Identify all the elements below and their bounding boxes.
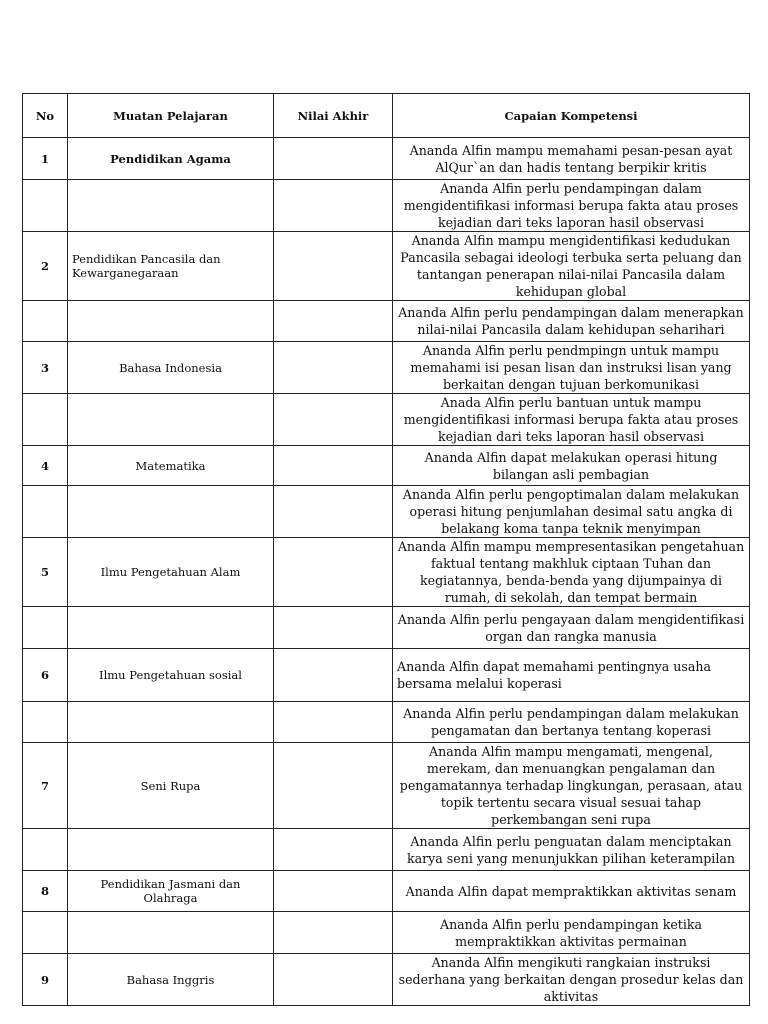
row-number: 6 bbox=[23, 649, 68, 702]
row-number: 3 bbox=[23, 342, 68, 394]
final-score bbox=[274, 138, 393, 180]
row-number bbox=[23, 486, 68, 538]
table-row bbox=[23, 138, 750, 180]
table-row bbox=[23, 912, 750, 954]
row-number: 7 bbox=[23, 743, 68, 829]
table-row bbox=[23, 446, 750, 486]
final-score bbox=[274, 912, 393, 954]
subject-name bbox=[68, 702, 274, 743]
subject-name: Pendidikan Jasmani dan Olahraga bbox=[68, 871, 274, 912]
competency-text: Ananda Alfin dapat melakukan operasi hitung bilangan asli pembagian bbox=[393, 446, 750, 486]
final-score bbox=[274, 342, 393, 394]
subject-name bbox=[68, 180, 274, 232]
header-competency: Capaian Kompetensi bbox=[393, 94, 750, 138]
subject-name: Ilmu Pengetahuan sosial bbox=[68, 649, 274, 702]
table-row bbox=[23, 180, 750, 232]
table-row bbox=[23, 607, 750, 649]
subject-name: Ilmu Pengetahuan Alam bbox=[68, 538, 274, 607]
competency-text: Ananda Alfin dapat memahami pentingnya usaha bersama melalui koperasi bbox=[393, 649, 750, 702]
competency-table bbox=[22, 93, 750, 1006]
competency-text: Ananda Alfin mampu memahami pesan-pesan ayat AlQur`an dan hadis tentang berpikir kritis bbox=[393, 138, 750, 180]
subject-name bbox=[68, 486, 274, 538]
final-score bbox=[274, 180, 393, 232]
table-row bbox=[23, 743, 750, 829]
final-score bbox=[274, 301, 393, 342]
final-score bbox=[274, 394, 393, 446]
final-score bbox=[274, 702, 393, 743]
subject-name: Matematika bbox=[68, 446, 274, 486]
table-row bbox=[23, 871, 750, 912]
final-score bbox=[274, 446, 393, 486]
table-row bbox=[23, 301, 750, 342]
competency-text: Ananda Alfin perlu pendampingan dalam melakukan pengamatan dan bertanya tentang koperasi bbox=[393, 702, 750, 743]
table-row bbox=[23, 232, 750, 301]
competency-text: Ananda Alfin perlu pendampingan ketika mempraktikkan aktivitas permainan bbox=[393, 912, 750, 954]
row-number: 1 bbox=[23, 138, 68, 180]
header-no: No bbox=[23, 94, 68, 138]
table-row bbox=[23, 538, 750, 607]
final-score bbox=[274, 486, 393, 538]
competency-text: Ananda Alfin perlu pendampingan dalam menerapkan nilai-nilai Pancasila dalam kehidupan seharihari bbox=[393, 301, 750, 342]
table-header-row bbox=[23, 94, 750, 138]
competency-text: Ananda Alfin perlu pengoptimalan dalam melakukan operasi hitung penjumlahan desimal satu angka di belakang koma tanpa teknik menyimpan bbox=[393, 486, 750, 538]
competency-text: Ananda Alfin mengikuti rangkaian instruksi sederhana yang berkaitan dengan prosedur kelas dan aktivitas bbox=[393, 954, 750, 1006]
subject-name: Seni Rupa bbox=[68, 743, 274, 829]
final-score bbox=[274, 829, 393, 871]
final-score bbox=[274, 871, 393, 912]
competency-text: Ananda Alfin mampu mempresentasikan pengetahuan faktual tentang makhluk ciptaan Tuhan dan kegiatannya, benda-benda yang dijumpainya di rumah, di sekolah, dan tempat bermain bbox=[393, 538, 750, 607]
row-number bbox=[23, 607, 68, 649]
row-number bbox=[23, 180, 68, 232]
row-number: 8 bbox=[23, 871, 68, 912]
subject-name bbox=[68, 912, 274, 954]
competency-text: Ananda Alfin perlu pendmpingn untuk mampu memahami isi pesan lisan dan instruksi lisan yang berkaitan dengan tujuan berkomunikasi bbox=[393, 342, 750, 394]
subject-name: Bahasa Indonesia bbox=[68, 342, 274, 394]
row-number: 4 bbox=[23, 446, 68, 486]
header-subject: Muatan Pelajaran bbox=[68, 94, 274, 138]
row-number: 5 bbox=[23, 538, 68, 607]
subject-name: Bahasa Inggris bbox=[68, 954, 274, 1006]
final-score bbox=[274, 954, 393, 1006]
row-number bbox=[23, 829, 68, 871]
subject-name: Pendidikan Pancasila dan Kewarganegaraan bbox=[68, 232, 274, 301]
row-number bbox=[23, 394, 68, 446]
table-row bbox=[23, 954, 750, 1006]
subject-name bbox=[68, 301, 274, 342]
competency-text: Ananda Alfin dapat mempraktikkan aktivitas senam bbox=[393, 871, 750, 912]
final-score bbox=[274, 607, 393, 649]
competency-text: Ananda Alfin perlu pengayaan dalam mengidentifikasi organ dan rangka manusia bbox=[393, 607, 750, 649]
competency-text: Ananda Alfin mampu mengidentifikasi kedudukan Pancasila sebagai ideologi terbuka serta peluang dan tantangan penerapan nilai-nilai Pancasila dalam kehidupan global bbox=[393, 232, 750, 301]
table-row bbox=[23, 649, 750, 702]
final-score bbox=[274, 743, 393, 829]
subject-name: Pendidikan Agama bbox=[68, 138, 274, 180]
table-row bbox=[23, 486, 750, 538]
table-row bbox=[23, 342, 750, 394]
table-row bbox=[23, 829, 750, 871]
competency-text: Anada Alfin perlu bantuan untuk mampu mengidentifikasi informasi berupa fakta atau proses kejadian dari teks laporan hasil observasi bbox=[393, 394, 750, 446]
competency-text: Ananda Alfin perlu penguatan dalam menciptakan karya seni yang menunjukkan pilihan keterampilan bbox=[393, 829, 750, 871]
competency-text: Ananda Alfin perlu pendampingan dalam mengidentifikasi informasi berupa fakta atau proses kejadian dari teks laporan hasil observasi bbox=[393, 180, 750, 232]
final-score bbox=[274, 232, 393, 301]
table-row bbox=[23, 702, 750, 743]
subject-name bbox=[68, 829, 274, 871]
final-score bbox=[274, 649, 393, 702]
row-number: 2 bbox=[23, 232, 68, 301]
subject-name bbox=[68, 607, 274, 649]
row-number bbox=[23, 301, 68, 342]
row-number: 9 bbox=[23, 954, 68, 1006]
subject-name bbox=[68, 394, 274, 446]
row-number bbox=[23, 702, 68, 743]
table-row bbox=[23, 394, 750, 446]
header-score: Nilai Akhir bbox=[274, 94, 393, 138]
final-score bbox=[274, 538, 393, 607]
competency-text: Ananda Alfin mampu mengamati, mengenal, merekam, dan menuangkan pengalaman dan pengamatannya terhadap lingkungan, perasaan, atau topik tertentu secara visual sesuai tahap perkembangan seni rupa bbox=[393, 743, 750, 829]
row-number bbox=[23, 912, 68, 954]
